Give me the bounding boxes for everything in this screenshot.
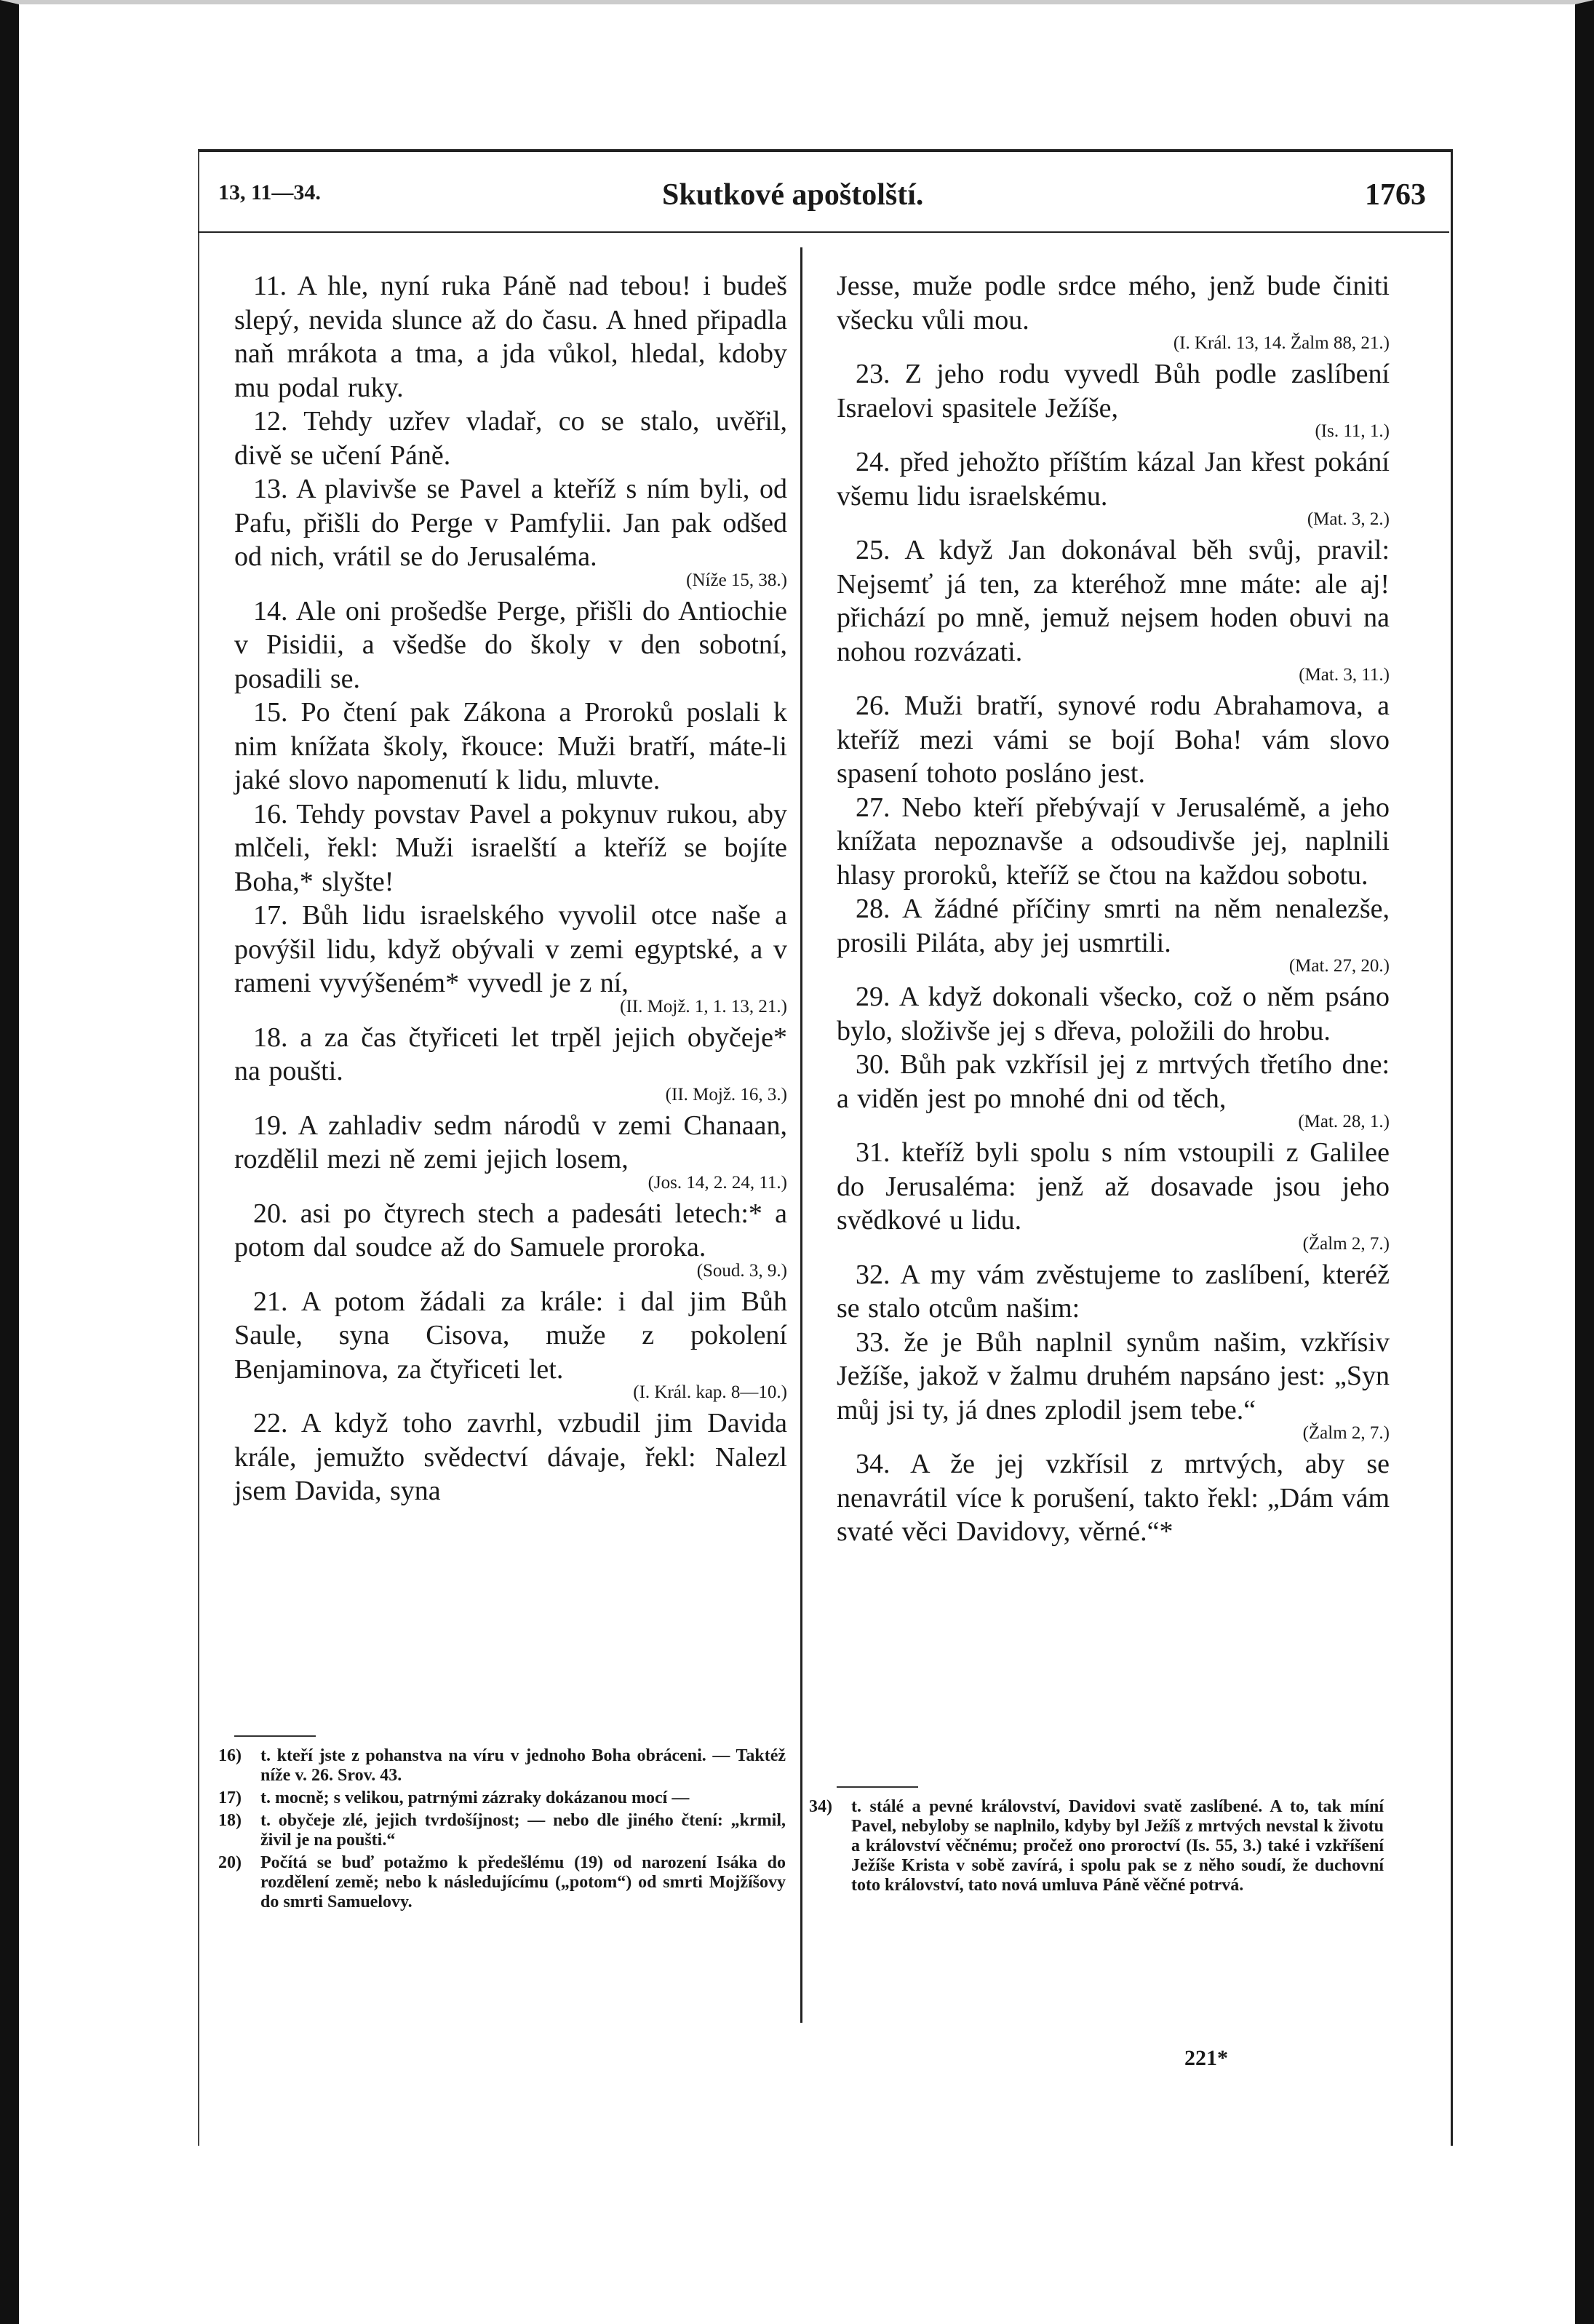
verse: Jesse, muže podle srdce mého, jenž bude činiti všecku vůli mou.: [837, 271, 1390, 335]
footnote-text: t. stálé a pevné království, Davidovi svatě zaslíbené. A to, tak míní Pavel, nebyloby se naplnilo, kdyby byl Ježíš z mrtvých nevstal k životu a království věčnému; pročež ono proroctví (Is. 55, 3.) také i vzkříšení Ježíše Krista v sobě zavírá, i spolu pak se z něho soudí, že duchovní toto království, tato nová umluva Páně věčné potrvá.: [851, 1797, 1384, 1895]
footnote-number: 16): [218, 1746, 242, 1765]
footnote-number: 34): [809, 1797, 832, 1816]
verse-reference: (Mat. 28, 1.): [1298, 1112, 1390, 1131]
verse: 29. A když dokonali všecko, což o něm psáno bylo, složivše jej s dřeva, položili do hrobu.: [837, 982, 1390, 1046]
verse: 25. A když Jan dokonával běh svůj, pravil: Nejsemť já ten, za kteréhož mne máte: ale aj! přichází po mně, jemuž nejsem hoden obuvi na nohou rozvázati.: [837, 535, 1390, 667]
column-rule: [800, 247, 802, 2023]
footnote-number: 18): [218, 1811, 242, 1830]
verse-reference: (Mat. 3, 11.): [1299, 665, 1390, 685]
verse-reference: (Níže 15, 38.): [686, 570, 787, 590]
running-header: [218, 180, 1426, 217]
verse: 21. A potom žádali za krále: i dal jim Bůh Saule, syna Cisova, muže z pokolení Benjaminova, za čtyřiceti let.: [234, 1286, 787, 1385]
verse-reference: (Jos. 14, 2. 24, 11.): [647, 1172, 787, 1193]
verse-reference: (Mat. 3, 2.): [1307, 509, 1390, 529]
page-number: 1763: [1365, 178, 1426, 212]
footnote: [218, 1853, 786, 1912]
verse: 26. Muži bratří, synové rodu Abrahamova, a kteříž mezi vámi se bojí Boha! vám slovo spasení tohoto posláno jest.: [837, 691, 1390, 789]
verse: 28. A žádné příčiny smrti na něm nenalezše, prosili Piláta, aby jej usmrtili.: [837, 894, 1390, 958]
verse: 30. Bůh pak vzkřísil jej z mrtvých třetího dne: a viděn jest po mnohé dni od těch,: [837, 1049, 1390, 1114]
verse-reference: (I. Král. 13, 14. Žalm 88, 21.): [1173, 333, 1390, 353]
footnote-number: 17): [218, 1788, 242, 1807]
footnote: [218, 1811, 786, 1850]
verse-reference: (II. Mojž. 16, 3.): [665, 1084, 787, 1105]
footnote-text: t. mocně; s velikou, patrnými zázraky dokázanou mocí —: [260, 1788, 690, 1807]
verse-reference: (Is. 11, 1.): [1315, 421, 1390, 441]
verse-reference: (Soud. 3, 9.): [696, 1260, 787, 1281]
left-column: [234, 269, 787, 1508]
book-title: Skutkové apoštolští.: [662, 178, 924, 212]
verse: 16. Tehdy povstav Pavel a pokynuv rukou, aby mlčeli, řekl: Muži israelští a kteříž se bojíte Boha,* slyšte!: [234, 798, 787, 897]
verse-reference: (II. Mojž. 1, 1. 13, 21.): [620, 996, 787, 1016]
footnote: [218, 1788, 786, 1808]
verse: 31. kteříž byli spolu s ním vstoupili z Galilee do Jerusaléma: jenž až dosavade jsou jeho svědkové u lidu.: [837, 1137, 1390, 1235]
verse-range: 13, 11—34.: [218, 180, 321, 204]
verse: 13. A plavivše se Pavel a kteříž s ním byli, od Pafu, přišli do Perge v Pamfylii. Jan pak odšed od nich, vrátil se do Jerusaléma.: [234, 474, 787, 572]
verse-reference: (I. Král. kap. 8—10.): [633, 1382, 787, 1402]
verse-reference: (Žalm 2, 7.): [1302, 1423, 1390, 1443]
footnote-rule-left: [234, 1735, 316, 1737]
header-rule: [198, 231, 1449, 233]
verse: 15. Po čtení pak Zákona a Proroků poslali k nim knížata školy, řkouce: Muži bratří, máte-li jaké slovo napomenutí k lidu, mluvte.: [234, 697, 787, 795]
footnotes-left: [218, 1746, 786, 1915]
footnote: [809, 1797, 1384, 1895]
verse: 14. Ale oni prošedše Perge, přišli do Antiochie v Pisidii, a všedše do školy v den sobotní, posadili se.: [234, 595, 787, 694]
verse: 23. Z jeho rodu vyvedl Bůh podle zaslíbení Israelovi spasitele Ježíše,: [837, 359, 1390, 423]
verse-reference: (Mat. 27, 20.): [1288, 956, 1390, 976]
verse: 19. A zahladiv sedm národů v zemi Chanaan, rozdělil mezi ně zemi jejich losem,: [234, 1110, 787, 1174]
verse: 11. A hle, nyní ruka Páně nad tebou! i budeš slepý, nevida slunce až do času. A hned připadla naň mrákota a tma, a jda vůkol, hledal, kdoby mu podal ruky.: [234, 271, 787, 403]
right-column: [837, 269, 1390, 1549]
footnote-text: Počítá se buď potažmo k předešlému (19) od narození Isáka do rozdělení země; nebo k následujícímu („potom“) od smrti Mojžíšovy do smrti Samuelovy.: [260, 1853, 786, 1911]
verse: 27. Nebo kteří přebývají v Jerusalémě, a jeho knížata nepoznavše a odsoudivše jej, naplnili hlasy proroků, kteříž se čtou na každou sobotu.: [837, 792, 1390, 891]
verse: 17. Bůh lidu israelského vyvolil otce naše a povýšil lidu, když obývali v zemi egyptské, a v rameni vyvýšeném* vyvedl je z ní,: [234, 900, 787, 998]
footnote-rule-right: [837, 1786, 918, 1788]
footnote: [218, 1746, 786, 1786]
verse: 33. že je Bůh naplnil synům našim, vzkřísiv Ježíše, jakož v žalmu druhém napsáno jest: „Syn můj jsi ty, já dnes zplodil jsem tebe.“: [837, 1326, 1390, 1425]
verse: 34. A že jej vzkřísil z mrtvých, aby se nenavrátil více k porušení, takto řekl: „Dám vám svaté věci Davidovy, věrné.“*: [837, 1449, 1390, 1547]
verse-reference: (Žalm 2, 7.): [1302, 1233, 1390, 1254]
footnote-number: 20): [218, 1853, 242, 1872]
verse: 22. A když toho zavrhl, vzbudil jim Davida krále, jemužto svědectví dávaje, řekl: Nalezl jsem Davida, syna: [234, 1408, 787, 1506]
verse: 20. asi po čtyrech stech a padesáti letech:* a potom dal soudce až do Samuele proroka.: [234, 1198, 787, 1262]
footnote-text: t. kteří jste z pohanstva na víru v jednoho Boha obráceni. — Taktéž níže v. 26. Srov. 43.: [260, 1746, 786, 1785]
footnote-text: t. obyčeje zlé, jejich tvrdošíjnost; — nebo dle jiného čtení: „krmil, živil je na poušti.“: [260, 1811, 786, 1850]
verse: 12. Tehdy uzřev vladař, co se stalo, uvěřil, divě se učení Páně.: [234, 406, 787, 471]
verse: 24. před jehožto příštím kázal Jan křest pokání všemu lidu israelskému.: [837, 447, 1390, 512]
folio-signature: 221*: [1184, 2046, 1228, 2070]
footnotes-right: [809, 1797, 1384, 1898]
verse: 32. A my vám zvěstujeme to zaslíbení, kteréž se stalo otcům našim:: [837, 1259, 1390, 1324]
verse: 18. a za čas čtyřiceti let trpěl jejich obyčeje* na poušti.: [234, 1022, 787, 1086]
